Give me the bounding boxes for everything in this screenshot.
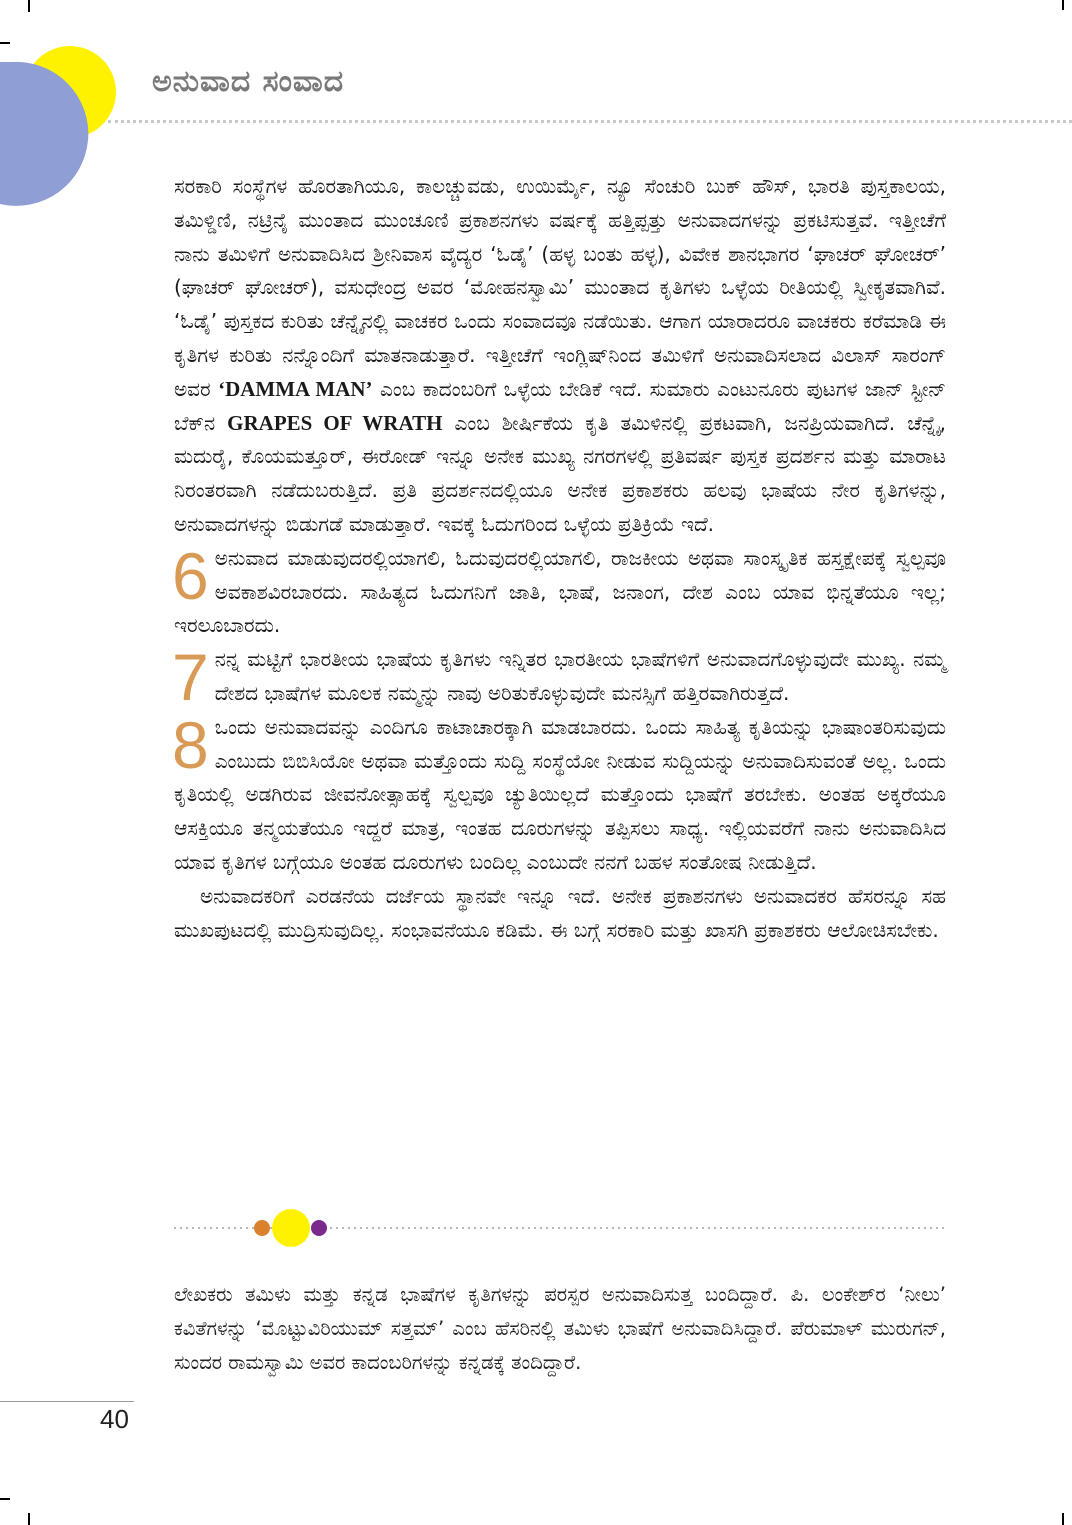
running-head: ಅನುವಾದ ಸಂವಾದ [152,64,345,99]
crop-mark-left-lower [0,1498,10,1500]
point-6 [172,538,946,643]
article-body [174,170,946,947]
paragraph-text: ಎಂಬ ಶೀರ್ಷಿಕೆಯ ಕೃತಿ ತಮಿಳಿನಲ್ಲಿ ಪ್ರಕಟವಾಗಿ, ಜನಪ್ರಿಯವಾಗಿದೆ. ಚೆನ್ನೈ, ಮದುರೈ, ಕೊಯಮತ್ತೂರ್, ಈರೋಡ್ ಇನ್ನೂ ಅನೇಕ ಮುಖ್ಯ ನಗರಗಳಲ್ಲಿ ಪ್ರತಿವರ್ಷ ಪುಸ್ತಕ ಪ್ರದರ್ಶನ ಮತ್ತು ಮಾರಾಟ ನಿರಂತರವಾಗಿ ನಡೆದುಬರುತ್ತಿದೆ. ಪ್ರತಿ ಪ್ರದರ್ಶನದಲ್ಲಿಯೂ ಅನೇಕ ಪ್ರಕಾಶಕರು ಹಲವು ಭಾಷೆಯ ನೇರ ಕೃತಿಗಳನ್ನು, ಅನುವಾದಗಳನ್ನು ಬಿಡುಗಡೆ ಮಾಡುತ್ತಾರೆ. ಇವಕ್ಕೆ ಓದುಗರಿಂದ ಒಳ್ಳೆಯ ಪ್ರತಿಕ್ರಿಯೆ ಇದೆ. [174,410,946,536]
point-text: ಅನುವಾದ ಮಾಡುವುದರಲ್ಲಿಯಾಗಲಿ, ಓದುವುದರಲ್ಲಿಯಾಗಲಿ, ರಾಜಕೀಯ ಅಥವಾ ಸಾಂಸ್ಕೃತಿಕ ಹಸ್ತಕ್ಷೇಪಕ್ಕೆ ಸ್ವಲ್ಪವೂ ಅವಕಾಶವಿರಬಾರದು. ಸಾಹಿತ್ಯದ ಓದುಗನಿಗೆ ಜಾತಿ, ಭಾಷೆ, ಜನಾಂಗ, ದೇಶ ಎಂಬ ಯಾವ ಭಿನ್ನತೆಯೂ ಇಲ್ಲ; ಇರಲೂಬಾರದು. [174,545,946,638]
section-divider [174,1208,946,1248]
header-circles-decoration [0,0,140,220]
crop-mark-bottom-right [1062,1513,1064,1525]
purple-dot [311,1220,327,1236]
point-number: 6 [172,538,209,613]
point-text: ನನ್ನ ಮಟ್ಟಿಗೆ ಭಾರತೀಯ ಭಾಷೆಯ ಕೃತಿಗಳು ಇನ್ನಿತರ ಭಾರತೀಯ ಭಾಷೆಗಳಿಗೆ ಅನುವಾದಗೊಳ್ಳುವುದೇ ಮುಖ್ಯ. ನಮ್ಮ ದೇಶದ ಭಾಷೆಗಳ ಮೂಲಕ ನಮ್ಮನ್ನು ನಾವು ಅರಿತುಕೊಳ್ಳುವುದೇ ಮನಸ್ಸಿಗೆ ಹತ್ತಿರವಾಗಿರುತ್ತದೆ. [214,647,946,705]
crop-mark-bottom-left [28,1513,30,1525]
author-bio: ಲೇಖಕರು ತಮಿಳು ಮತ್ತು ಕನ್ನಡ ಭಾಷೆಗಳ ಕೃತಿಗಳನ್ನು ಪರಸ್ಪರ ಅನುವಾದಿಸುತ್ತ ಬಂದಿದ್ದಾರೆ. ಪಿ. ಲಂಕೇಶ್‌ರ ‘ನೀಲು’ ಕವಿತೆಗಳನ್ನು ‘ಮೊಟ್ಟುವಿರಿಯುಮ್ ಸತ್ತಮ್’ ಎಂಬ ಹೆಸರಿನಲ್ಲಿ ತಮಿಳು ಭಾಷೆಗೆ ಅನುವಾದಿಸಿದ್ದಾರೆ. ಪೆರುಮಾಳ್ ಮುರುಗನ್, ಸುಂದರ ರಾಮಸ್ವಾಮಿ ಅವರ ಕಾದಂಬರಿಗಳನ್ನು ಕನ್ನಡಕ್ಕೆ ತಂದಿದ್ದಾರೆ. [174,1283,946,1374]
paragraph-text: ಎಂಬ ಕಾದಂಬರಿಗೆ ಒಳ್ಳೆಯ ಬೇಡಿಕೆ ಇದೆ. ಸುಮಾರು ಎಂಟುನೂರು ಪುಟಗಳ ಜಾನ್ ಸ್ಟೀನ್ ಬೆಕ್‌ನ [174,376,946,435]
yellow-dot [272,1209,310,1247]
crop-mark-top-right [1062,0,1064,10]
point-text: ಒಂದು ಅನುವಾದವನ್ನು ಎಂದಿಗೂ ಕಾಟಾಚಾರಕ್ಕಾಗಿ ಮಾಡಬಾರದು. ಒಂದು ಸಾಹಿತ್ಯ ಕೃತಿಯನ್ನು ಭಾಷಾಂತರಿಸುವುದು ಎಂಬುದು ಬಿಬಿಸಿಯೋ ಅಥವಾ ಮತ್ತೊಂದು ಸುದ್ದಿ ಸಂಸ್ಥೆಯೋ ನೀಡುವ ಸುದ್ದಿಯನ್ನು ಅನುವಾದಿಸುವಂತೆ ಅಲ್ಲ. ಒಂದು ಕೃತಿಯಲ್ಲಿ ಅಡಗಿರುವ ಜೀವನೋತ್ಸಾಹಕ್ಕೆ ಸ್ವಲ್ಪವೂ ಚ್ಯುತಿಯಿಲ್ಲದೆ ಮತ್ತೊಂದು ಭಾಷೆಗೆ ತರಬೇಕು. ಅಂತಹ ಅಕ್ಕರೆಯೂ ಆಸಕ್ತಿಯೂ ತನ್ಮಯತೆಯೂ ಇದ್ದರೆ ಮಾತ್ರ, ಇಂತಹ ದೂರುಗಳನ್ನು ತಪ್ಪಿಸಲು ಸಾಧ್ಯ. ಇಲ್ಲಿಯವರೆಗೆ ನಾನು ಅನುವಾದಿಸಿದ ಯಾವ ಕೃತಿಗಳ ಬಗ್ಗೆಯೂ ಅಂತಹ ದೂರುಗಳು ಬಂದಿಲ್ಲ ಎಂಬುದೇ ನನಗೆ ಬಹಳ ಸಂತೋಷ ನೀಡುತ್ತಿದೆ. [174,714,946,874]
closing-paragraph: ಅನುವಾದಕರಿಗೆ ಎರಡನೆಯ ದರ್ಜೆಯ ಸ್ಥಾನವೇ ಇನ್ನೂ ಇದೆ. ಅನೇಕ ಪ್ರಕಾಶನಗಳು ಅನುವಾದಕರ ಹೆಸರನ್ನೂ ಸಹ ಮುಖಪುಟದಲ್ಲಿ ಮುದ್ರಿಸುವುದಿಲ್ಲ. ಸಂಭಾವನೆಯೂ ಕಡಿಮೆ. ಈ ಬಗ್ಗೆ ಸರಕಾರಿ ಮತ್ತು ಖಾಸಗಿ ಪ್ರಕಾಶಕರು ಆಲೋಚಿಸಬೇಕು. [174,883,946,942]
point-number: 8 [172,707,209,782]
point-number: 7 [172,640,209,715]
point-7 [172,640,946,715]
paragraph-text: ಸರಕಾರಿ ಸಂಸ್ಥೆಗಳ ಹೊರತಾಗಿಯೂ, ಕಾಲಚ್ಚುವಡು, ಉಯಿರ್ಮೈ, ನ್ಯೂ ಸೆಂಚುರಿ ಬುಕ್ ಹೌಸ್, ಭಾರತಿ ಪುಸ್ತಕಾಲಯ, ತಮಿಳ್ಡಿಣಿ, ನಟ್ರಿನೈ ಮುಂತಾದ ಮುಂಚೂಣಿ ಪ್ರಕಾಶನಗಳು ವರ್ಷಕ್ಕೆ ಹತ್ತಿಪ್ಪತ್ತು ಅನುವಾದಗಳನ್ನು ಪ್ರಕಟಿಸುತ್ತವೆ. ಇತ್ತೀಚೆಗೆ ನಾನು ತಮಿಳಿಗೆ ಅನುವಾದಿಸಿದ ಶ್ರೀನಿವಾಸ ವೈದ್ಯರ ‘ಓಡೈ’ (ಹಳ್ಳ ಬಂತು ಹಳ್ಳ), ವಿವೇಕ ಶಾನಭಾಗರ ‘ಘಾಚರ್ ಘೋಚರ್’ (ಘಾಚರ್ ಘೋಚರ್), ವಸುಧೇಂದ್ರ ಅವರ ‘ಮೋಹನಸ್ವಾಮಿ’ ಮುಂತಾದ ಕೃತಿಗಳು ಒಳ್ಳೆಯ ರೀತಿಯಲ್ಲಿ ಸ್ವೀಕೃತವಾಗಿವೆ. ‘ಓಡೈ’ ಪುಸ್ತಕದ ಕುರಿತು ಚೆನ್ನೈನಲ್ಲಿ ವಾಚಕರ ಒಂದು ಸಂವಾದವೂ ನಡೆಯಿತು. ಆಗಾಗ ಯಾರಾದರೂ ವಾಚಕರು ಕರೆಮಾಡಿ ಈ ಕೃತಿಗಳ ಕುರಿತು ನನ್ನೊಂದಿಗೆ ಮಾತನಾಡುತ್ತಾರೆ. ಇತ್ತೀಚೆಗೆ ಇಂಗ್ಲಿಷ್‌ನಿಂದ ತಮಿಳಿಗೆ ಅನುವಾದಿಸಲಾದ ವಿಲಾಸ್ ಸಾರಂಗ್ ಅವರ [174,174,946,401]
point-8 [172,707,946,880]
book-title-damma-man: ‘DAMMA MAN’ [218,376,373,401]
page-number: 40 [100,1404,129,1434]
book-title-grapes-of-wrath: GRAPES OF WRATH [227,410,443,435]
folio-rule [0,1401,134,1402]
header-dotted-rule [108,120,1072,123]
paragraph-publishers [174,170,946,542]
orange-dot [254,1220,270,1236]
